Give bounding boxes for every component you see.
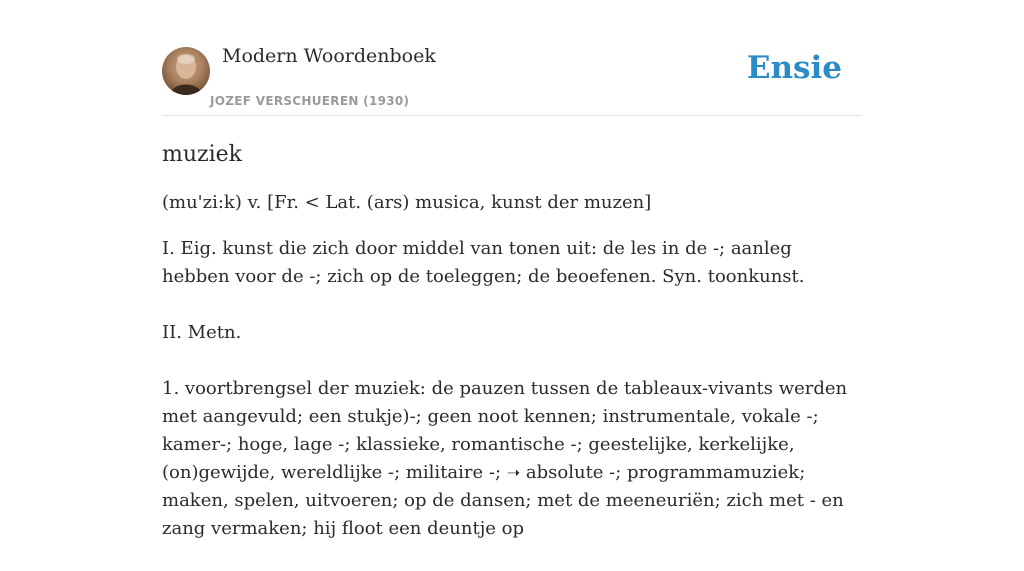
book-title[interactable]: Modern Woordenboek	[222, 45, 436, 67]
arrow-right-icon: ➝	[506, 463, 521, 482]
ensie-logo-link[interactable]: Ensie	[746, 50, 842, 86]
entry-sense-3	[162, 375, 862, 543]
entry-sense-3-text-b: absolute -; programmamuziek; maken, spelen, uitvoeren; op de dansen; met de meeneuriën; zich met - en zang vermaken; hij floot een deuntje op	[162, 462, 844, 539]
header	[162, 0, 862, 116]
dictionary-entry	[162, 116, 862, 543]
entry-sense-1: I. Eig. kunst die zich door middel van tonen uit: de les in de -; aanleg hebben voor de -; zich op de toeleggen; de beoefenen. Syn. toonkunst.	[162, 238, 805, 287]
page	[162, 0, 862, 571]
book-author[interactable]: JOZEF VERSCHUEREN (1930)	[210, 94, 410, 108]
entry-term: muziek	[162, 142, 243, 167]
author-portrait-icon	[162, 47, 210, 95]
author-portrait-graphic	[162, 47, 210, 95]
entry-sense-3-text-a: 1. voortbrengsel der muziek: de pauzen tussen de tableaux-vivants werden met aangevuld; een stukje)-; geen noot kennen; instrumentale, vokale -; kamer-; hoge, lage -; klassieke, romantische -; geestelijke, kerkelijke, (on)gewijde, wereldlijke -; militaire -;	[162, 378, 848, 483]
entry-etymology: (mu'zi:k) v. [Fr. < Lat. (ars) musica, kunst der muzen]	[162, 192, 652, 213]
entry-sense-2: II. Metn.	[162, 322, 242, 343]
entry-body	[162, 189, 862, 543]
